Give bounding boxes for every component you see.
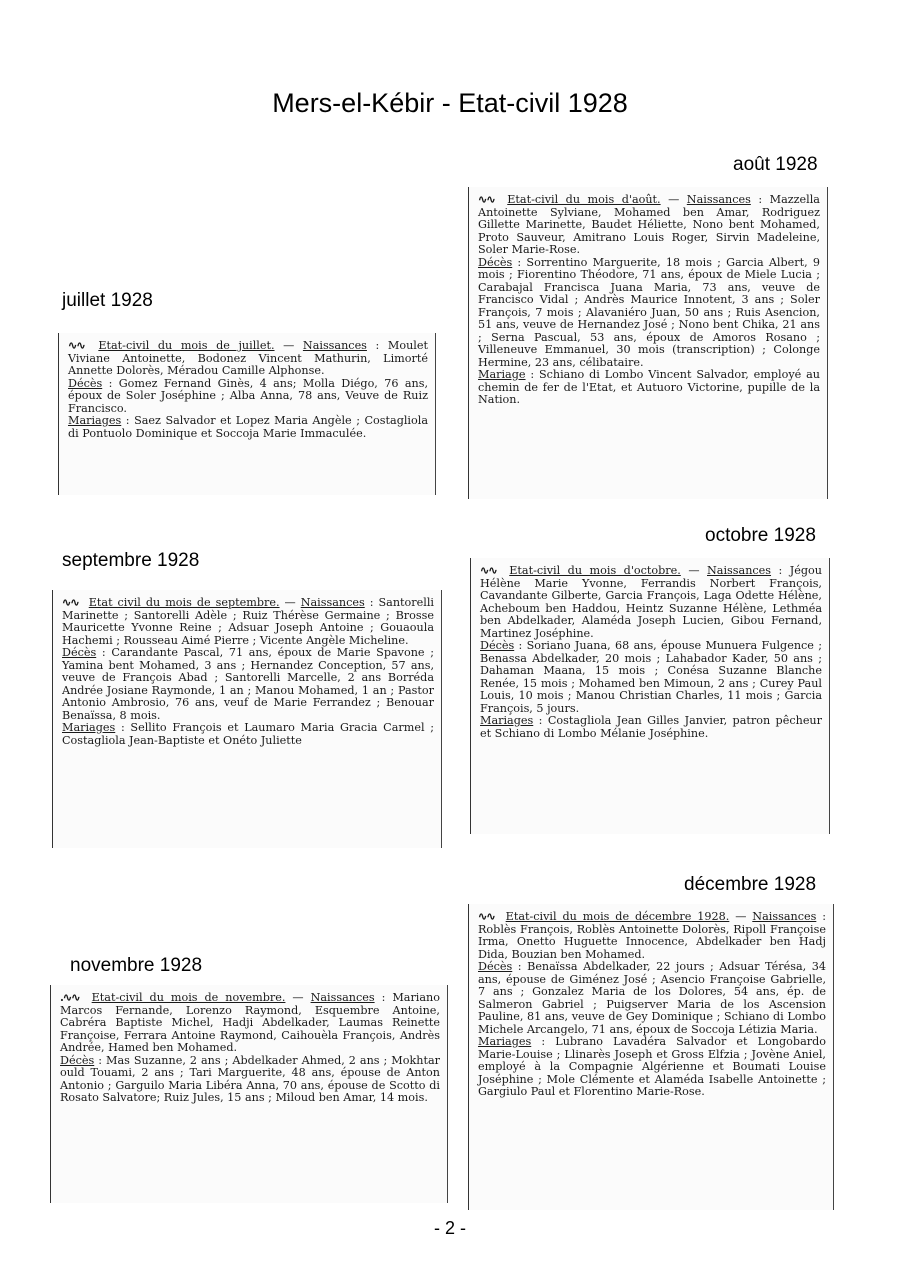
deces-text: Benaïssa Abdelkader, 22 jours ; Adsuar Térésa, 34 ans, épouse de Giménez José ; Asencio Françoise Gabrielle, 7 ans ; Gonzalez Maria de los Dolores, 54 ans, ép. de Salmeron Gabriel ; Puigserver Maria de los Ascension Pauline, 81 ans, veuve de Gey Dominique ; Schiano di Lombo Michele Arcangelo, 71 ans, époux de Soccoja Létizia Maria. bbox=[478, 960, 826, 1036]
heading-octobre: Etat-civil du mois d'octobre. bbox=[509, 564, 681, 577]
deces-label: Décès bbox=[68, 376, 103, 390]
clipping-border bbox=[827, 187, 829, 499]
section-label-octobre: octobre 1928 bbox=[705, 525, 816, 546]
mariages-text: Lubrano Lavadéra Salvador et Longobardo Marie-Louise ; Llinarès Joseph et Gross Elfzia ; Jovène Aniel, employé à la Compagnie Algérienne et Boumati Louise Joséphine ; Mole Clémente et Alaméda Isabelle Antoinette ; Gargiulo Paul et Florentino Marie-Rose. bbox=[478, 1035, 826, 1098]
deces-label: Décès bbox=[480, 639, 515, 652]
ornament-icon: ∿∿ bbox=[62, 595, 79, 609]
section-label-novembre: novembre 1928 bbox=[70, 955, 203, 976]
section-label-juillet: juillet 1928 bbox=[62, 290, 153, 311]
clipping-septembre: ∿∿ Etat civil du mois de septembre. — Naissances : Santorelli Marinette ; Santorelli Adèle ; Ruiz Thérèse Germaine ; Brosse Mauricette Yvonne Reine ; Adsuar Joseph Antoine ; Gouaoula Hachemi ; Rousseau Aimé Pierre ; Vicente Angèle Micheline. Décès : Carandante Pascal, 71 ans, époux de Marie Spavone ; Yamina bent Mohamed, 3 ans ; Hernandez Conception, 57 ans, veuve de François Abad ; Santorelli Marcelle, 2 ans Borréda Andrée Josiane Raymonde, 1 an ; Manou Mohamed, 1 an ; Pastor Antonio Ambrosio, 76 ans, veuf de Marie Ferrandez ; Benouar Benaïssa, 8 mois. Mariages : Sellito François et Laumaro Maria Gracia Carmel ; Costagliola Jean-Baptiste et Onéto Juliette bbox=[52, 590, 442, 848]
mariages-label: Mariages bbox=[480, 714, 534, 727]
naissances-label: Naissances bbox=[752, 910, 817, 923]
clipping-novembre: .∿∿ Etat-civil du mois de novembre. — Naissances : Mariano Marcos Fernande, Lorenzo Raymond, Esquembre Antoine, Cabréra Baptiste Michel, Hadji Abdelkader, Laumas Reinette Françoise, Ferrara Antoine Raymond, Caihouèla François, Andrès Andrée, Hamed ben Mohamed. Décès : Mas Suzanne, 2 ans ; Abdelkader Ahmed, 2 ans ; Mokhtar ould Touami, 2 ans ; Tari Marguerite, 48 ans, épouse de Anton Antonio ; Garguilo Maria Libéra Anna, 70 ans, épouse de Scotto di Rosato Salvatore; Ruiz Jules, 15 ans ; Miloud ben Amar, 14 mois. bbox=[50, 985, 448, 1203]
naissances-text: Mariano Marcos Fernande, Lorenzo Raymond, Esquembre Antoine, Cabréra Baptiste Michel, Hadji Abdelkader, Laumas Reinette Françoise, Ferrara Antoine Raymond, Caihouèla François, Andrès Andrée, Hamed ben Mohamed. bbox=[60, 991, 440, 1054]
naissances-text: Mazzella Antoinette Sylviane, Mohamed ben Amar, Rodriguez Gillette Marinette, Baudet Héliette, Nono bent Mohamed, Proto Sauveur, Amitrano Louis Roger, Sirvin Madeleine, Soler Marie-Rose. bbox=[478, 193, 820, 256]
heading-septembre: Etat civil du mois de septembre. bbox=[88, 596, 280, 609]
mariages-text: Sellito François et Laumaro Maria Gracia Carmel ; Costagliola Jean-Baptiste et Onéto Juliette bbox=[62, 721, 434, 747]
deces-text: Sorrentino Marguerite, 18 mois ; Garcia Albert, 9 mois ; Fiorentino Théodore, 71 ans, époux de Miele Lucia ; Carabajal Francisca Juana Maria, 73 ans, veuve de Francisco Vidal ; Andrès Maurice Innotent, 3 ans ; Soler François, 7 mois ; Alavaniéro Juan, 50 ans ; Ruis Asencion, 51 ans, veuve de Hernandez José ; Nono bent Chika, 21 ans ; Serna Pascual, 53 ans, époux de Amoros Rosano ; Villeneuve Emmanuel, 30 mois (transcription) ; Colonge Hermine, 23 ans, célibataire. bbox=[478, 255, 820, 369]
naissances-label: Naissances bbox=[686, 193, 751, 206]
heading-aout: Etat-civil du mois d'août. bbox=[507, 193, 661, 206]
mariages-label: Mariages bbox=[478, 1035, 532, 1048]
naissances-text: Santorelli Marinette ; Santorelli Adèle ; Ruiz Thérèse Germaine ; Brosse Mauricette Yvonne Reine ; Adsuar Joseph Antoine ; Gouaoula Hachemi ; Rousseau Aimé Pierre ; Vicente Angèle Micheline. bbox=[62, 596, 434, 647]
clipping-border bbox=[435, 333, 437, 495]
deces-text: Soriano Juana, 68 ans, épouse Munuera Fulgence ; Benassa Abdelkader, 20 mois ; Lahabador Kader, 50 ans ; Dahaman Maana, 15 mois ; Conésa Suzanne Blanche Renée, 15 mois ; Mohamed ben Mimoun, 2 ans ; Curey Paul Louis, 10 mois ; Manou Christian Charles, 11 mois ; Garcia François, 5 jours. bbox=[480, 639, 822, 715]
section-label-septembre: septembre 1928 bbox=[62, 550, 200, 571]
clipping-juillet: ∿∿ Etat-civil du mois de juillet. — Naissances : Moulet Viviane Antoinette, Bodonez Vincent Mathurin, Limorté Annette Dolorès, Méradou Camille Alphonse. Décès : Gomez Fernand Ginès, 4 ans; Molla Diégo, 76 ans, époux de Soler Joséphine ; Alba Anna, 78 ans, Veuve de Ruiz Francisco. Mariages : Saez Salvador et Lopez Maria Angèle ; Costagliola di Pontuolo Dominique et Soccoja Marie Immaculée. bbox=[58, 333, 436, 495]
clipping-decembre: ∿∿ Etat-civil du mois de décembre 1928. — Naissances : Roblès François, Roblès Antoinette Dolorès, Ripoll Françoise Irma, Onetto Huguette Innocence, Abdelkader ben Hadj Dida, Bouzian ben Mohamed. Décès : Benaïssa Abdelkader, 22 jours ; Adsuar Térésa, 34 ans, épouse de Giménez José ; Asencio Françoise Gabrielle, 7 ans ; Gonzalez Maria de los Dolores, 54 ans, ép. de Salmeron Gabriel ; Puigserver Maria de los Ascension Pauline, 81 ans, veuve de Gey Dominique ; Schiano di Lombo Michele Arcangelo, 71 ans, époux de Soccoja Létizia Maria. Mariages : Lubrano Lavadéra Salvador et Longobardo Marie-Louise ; Llinarès Joseph et Gross Elfzia ; Jovène Aniel, employé à la Compagnie Algérienne et Boumati Louise Joséphine ; Mole Clémente et Alaméda Isabelle Antoinette ; Gargiulo Paul et Florentino Marie-Rose. bbox=[468, 904, 834, 1210]
ornament-icon: ∿∿ bbox=[478, 909, 495, 923]
clipping-border bbox=[833, 904, 835, 1210]
clipping-octobre: ∿∿ Etat-civil du mois d'octobre. — Naissances : Jégou Hélène Marie Yvonne, Ferrandis Norbert François, Cavandante Gilberte, Garcia François, Laga Odette Hélène, Acheboum ben Haddou, Heintz Suzanne Hélène, Lethméa ben Abdelkader, Alaméda Joseph Lucien, Gibou Fernand, Martinez Joséphine. Décès : Soriano Juana, 68 ans, épouse Munuera Fulgence ; Benassa Abdelkader, 20 mois ; Lahabador Kader, 50 ans ; Dahaman Maana, 15 mois ; Conésa Suzanne Blanche Renée, 15 mois ; Mohamed ben Mimoun, 2 ans ; Curey Paul Louis, 10 mois ; Manou Christian Charles, 11 mois ; Garcia François, 5 jours. Mariages : Costagliola Jean Gilles Janvier, patron pêcheur et Schiano di Lombo Mélanie Joséphine. bbox=[470, 558, 830, 834]
naissances-text: Roblès François, Roblès Antoinette Dolorès, Ripoll Françoise Irma, Onetto Huguette Innocence, Abdelkader ben Hadj Dida, Bouzian ben Mohamed. bbox=[478, 922, 826, 961]
mariages-label: Mariages bbox=[68, 414, 122, 427]
deces-label: Décès bbox=[62, 646, 97, 659]
naissances-label: Naissances bbox=[707, 564, 772, 577]
clipping-border bbox=[441, 590, 443, 848]
deces-label: Décès bbox=[60, 1053, 95, 1067]
deces-label: Décès bbox=[478, 255, 513, 269]
mariages-text: Schiano di Lombo Vincent Salvador, employé au chemin de fer de l'Etat, et Autuoro Victorine, pupille de la Nation. bbox=[478, 368, 820, 406]
ornament-icon: ∿∿ bbox=[480, 563, 497, 577]
ornament-icon: .∿∿ bbox=[60, 990, 80, 1004]
page-title: Mers-el-Kébir - Etat-civil 1928 bbox=[272, 88, 628, 118]
mariages-text: Saez Salvador et Lopez Maria Angèle ; Costagliola di Pontuolo Dominique et Soccoja Marie Immaculée. bbox=[68, 414, 428, 440]
ornament-icon: ∿∿ bbox=[68, 338, 85, 352]
deces-text: Carandante Pascal, 71 ans, époux de Marie Spavone ; Yamina bent Mohamed, 3 ans ; Hernandez Conception, 57 ans, veuve de François Abad ; Santorelli Marcelle, 2 ans Borréda Andrée Josiane Raymonde, 1 an ; Manou Mohamed, 1 an ; Pastor Antonio Ambrosio, 76 ans, veuf de Marie Ferrandez ; Benouar Benaïssa, 8 mois. bbox=[62, 646, 434, 722]
heading-novembre: Etat-civil du mois de novembre. bbox=[91, 991, 286, 1004]
heading-juillet: Etat-civil du mois de juillet. bbox=[98, 339, 275, 352]
mariages-label: Mariages bbox=[62, 721, 116, 734]
page-number: - 2 - bbox=[433, 1218, 466, 1238]
section-label-aout: août 1928 bbox=[733, 154, 818, 175]
naissances-label: Naissances bbox=[310, 991, 375, 1004]
deces-label: Décès bbox=[478, 960, 513, 973]
naissances-label: Naissances bbox=[300, 596, 365, 609]
ornament-icon: ∿∿ bbox=[478, 192, 495, 206]
deces-text: Gomez Fernand Ginès, 4 ans; Molla Diégo, 76 ans, époux de Soler Joséphine ; Alba Anna, 78 ans, Veuve de Ruiz Francisco. bbox=[68, 376, 429, 415]
deces-text: Mas Suzanne, 2 ans ; Abdelkader Ahmed, 2 ans ; Mokhtar ould Touami, 2 ans ; Tari Marguerite, 48 ans, épouse de Anton Antonio ; Garguilo Maria Libéra Anna, 70 ans, épouse de Scotto di Rosato Salvatore; Ruiz Jules, 15 ans ; Miloud ben Amar, 14 mois. bbox=[60, 1053, 440, 1104]
clipping-aout: ∿∿ Etat-civil du mois d'août. — Naissances : Mazzella Antoinette Sylviane, Mohamed ben Amar, Rodriguez Gillette Marinette, Baudet Héliette, Nono bent Mohamed, Proto Sauveur, Amitrano Louis Roger, Sirvin Madeleine, Soler Marie-Rose. Décès : Sorrentino Marguerite, 18 mois ; Garcia Albert, 9 mois ; Fiorentino Théodore, 71 ans, époux de Miele Lucia ; Carabajal Francisca Juana Maria, 73 ans, veuve de Francisco Vidal ; Andrès Maurice Innotent, 3 ans ; Soler François, 7 mois ; Alavaniéro Juan, 50 ans ; Ruis Asencion, 51 ans, veuve de Hernandez José ; Nono bent Chika, 21 ans ; Serna Pascual, 53 ans, époux de Amoros Rosano ; Villeneuve Emmanuel, 30 mois (transcription) ; Colonge Hermine, 23 ans, célibataire. Mariage : Schiano di Lombo Vincent Salvador, employé au chemin de fer de l'Etat, et Autuoro Victorine, pupille de la Nation. bbox=[468, 187, 828, 499]
heading-decembre: Etat-civil du mois de décembre 1928. bbox=[505, 910, 730, 923]
naissances-label: Naissances bbox=[302, 339, 367, 352]
naissances-text: Jégou Hélène Marie Yvonne, Ferrandis Norbert François, Cavandante Gilberte, Garcia François, Laga Odette Hélène, Acheboum ben Haddou, Heintz Suzanne Hélène, Lethméa ben Abdelkader, Alaméda Joseph Lucien, Gibou Fernand, Martinez Joséphine. bbox=[480, 564, 822, 640]
clipping-border bbox=[447, 985, 449, 1203]
clipping-border bbox=[829, 558, 831, 834]
section-label-decembre: décembre 1928 bbox=[684, 874, 817, 895]
mariages-text: Costagliola Jean Gilles Janvier, patron pêcheur et Schiano di Lombo Mélanie Joséphine. bbox=[480, 714, 822, 740]
naissances-text: Moulet Viviane Antoinette, Bodonez Vincent Mathurin, Limorté Annette Dolorès, Méradou Camille Alphonse. bbox=[68, 339, 428, 377]
mariages-label: Mariage bbox=[478, 368, 526, 381]
